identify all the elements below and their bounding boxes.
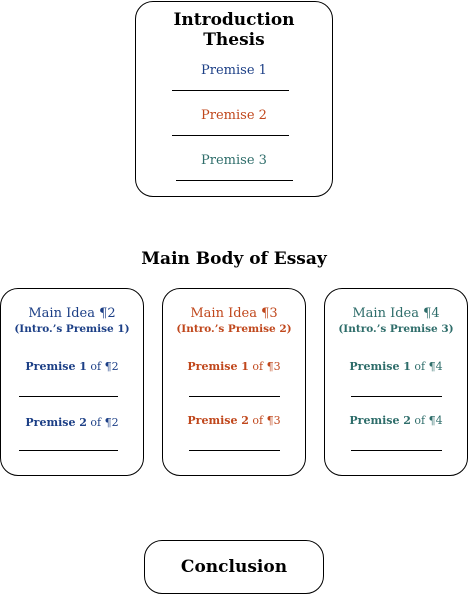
- premise-ref: of ¶3: [248, 360, 281, 373]
- thesis-title: Thesis: [203, 30, 265, 50]
- paragraph-2-box: [0, 288, 144, 476]
- intro-premise-2: Premise 2: [201, 108, 267, 123]
- introduction-title: Introduction: [173, 10, 295, 30]
- premise-ref: of ¶2: [86, 416, 119, 429]
- premise-ref: of ¶3: [248, 414, 281, 427]
- premise-label: Premise 2: [25, 416, 87, 429]
- main-body-heading: Main Body of Essay: [141, 249, 327, 269]
- premise-label: Premise 1: [187, 360, 249, 373]
- premise-label: Premise 1: [349, 360, 411, 373]
- paragraph-4-title: Main Idea ¶4: [352, 306, 440, 321]
- premise-3-underline: [176, 180, 293, 181]
- paragraph-3-title: Main Idea ¶3: [190, 306, 278, 321]
- premise-ref: of ¶4: [410, 414, 443, 427]
- paragraph-4-premise-2: [325, 414, 467, 427]
- premise-label: Premise 1: [25, 360, 87, 373]
- paragraph-4-subtitle: (Intro.’s Premise 3): [338, 323, 454, 335]
- paragraph-3-underline-1: [189, 396, 280, 397]
- paragraph-2-underline-2: [19, 450, 118, 451]
- paragraph-4-underline-2: [351, 450, 442, 451]
- conclusion-label: Conclusion: [180, 557, 288, 577]
- paragraph-2-title: Main Idea ¶2: [28, 306, 116, 321]
- premise-label: Premise 2: [349, 414, 411, 427]
- paragraph-3-premise-2: [163, 414, 305, 427]
- paragraph-4-premise-1: [325, 360, 467, 373]
- paragraph-2-underline-1: [19, 396, 118, 397]
- paragraph-3-box: [162, 288, 306, 476]
- premise-1-underline: [172, 90, 289, 91]
- paragraph-3-premise-1: [163, 360, 305, 373]
- premise-ref: of ¶4: [410, 360, 443, 373]
- premise-label: Premise 2: [187, 414, 249, 427]
- premise-ref: of ¶2: [86, 360, 119, 373]
- paragraph-2-subtitle: (Intro.’s Premise 1): [14, 323, 130, 335]
- introduction-box: [135, 1, 333, 197]
- paragraph-2-premise-1: [1, 360, 143, 373]
- paragraph-3-subtitle: (Intro.’s Premise 2): [176, 323, 292, 335]
- paragraph-4-box: [324, 288, 468, 476]
- intro-premise-3: Premise 3: [201, 153, 267, 168]
- conclusion-box: [144, 540, 324, 594]
- paragraph-2-premise-2: [1, 416, 143, 429]
- premise-2-underline: [172, 135, 289, 136]
- intro-premise-1: Premise 1: [201, 63, 267, 78]
- paragraph-4-underline-1: [351, 396, 442, 397]
- paragraph-3-underline-2: [189, 450, 280, 451]
